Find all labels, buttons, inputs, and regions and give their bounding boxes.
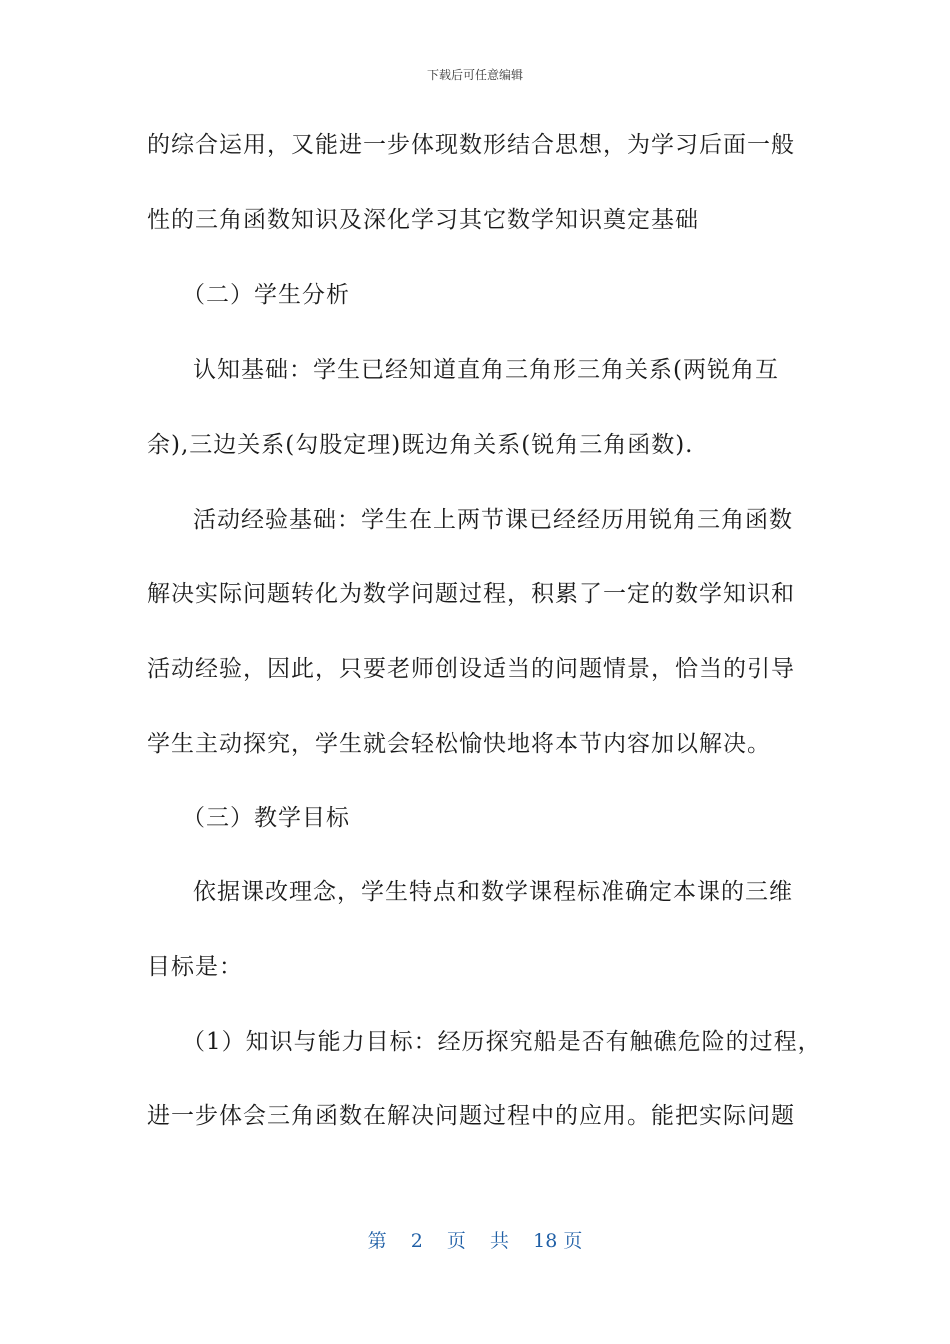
section-heading: （三）教学目标 [182, 805, 350, 831]
paragraph-line: 余),三边关系(勾股定理)既边角关系(锐角三角函数). [147, 432, 694, 458]
paragraph-line: 活动经验，因此，只要老师创设适当的问题情景，恰当的引导 [147, 656, 795, 682]
footer-label-gong: 共 [490, 1230, 510, 1252]
footer-label-di: 第 [367, 1230, 387, 1252]
paragraph-line: 活动经验基础：学生在上两节课已经经历用锐角三角函数 [193, 507, 793, 533]
section-heading: （二）学生分析 [182, 282, 350, 308]
page-footer [0, 1226, 950, 1253]
footer-label-ye-2: 页 [563, 1230, 583, 1252]
current-page-number: 2 [410, 1230, 423, 1252]
paragraph-line: （1）知识与能力目标：经历探究船是否有触礁危险的过程， [182, 1029, 822, 1055]
paragraph-line: 依据课改理念，学生特点和数学课程标准确定本课的三维 [193, 879, 793, 905]
paragraph-line: 认知基础：学生已经知道直角三角形三角关系(两锐角互 [193, 357, 779, 383]
paragraph-line: 的综合运用，又能进一步体现数形结合思想，为学习后面一般 [147, 132, 795, 158]
paragraph-line: 目标是： [147, 954, 243, 980]
paragraph-line: 性的三角函数知识及深化学习其它数学知识奠定基础 [147, 207, 699, 233]
paragraph-line: 进一步体会三角函数在解决问题过程中的应用。能把实际问题 [147, 1103, 795, 1129]
paragraph-line: 学生主动探究，学生就会轻松愉快地将本节内容加以解决。 [147, 731, 771, 757]
footer-label-ye: 页 [446, 1230, 466, 1252]
download-note: 下载后可任意编辑 [426, 68, 523, 82]
paragraph-line: 解决实际问题转化为数学问题过程，积累了一定的数学知识和 [147, 581, 795, 607]
total-pages-number: 18 [533, 1230, 558, 1252]
